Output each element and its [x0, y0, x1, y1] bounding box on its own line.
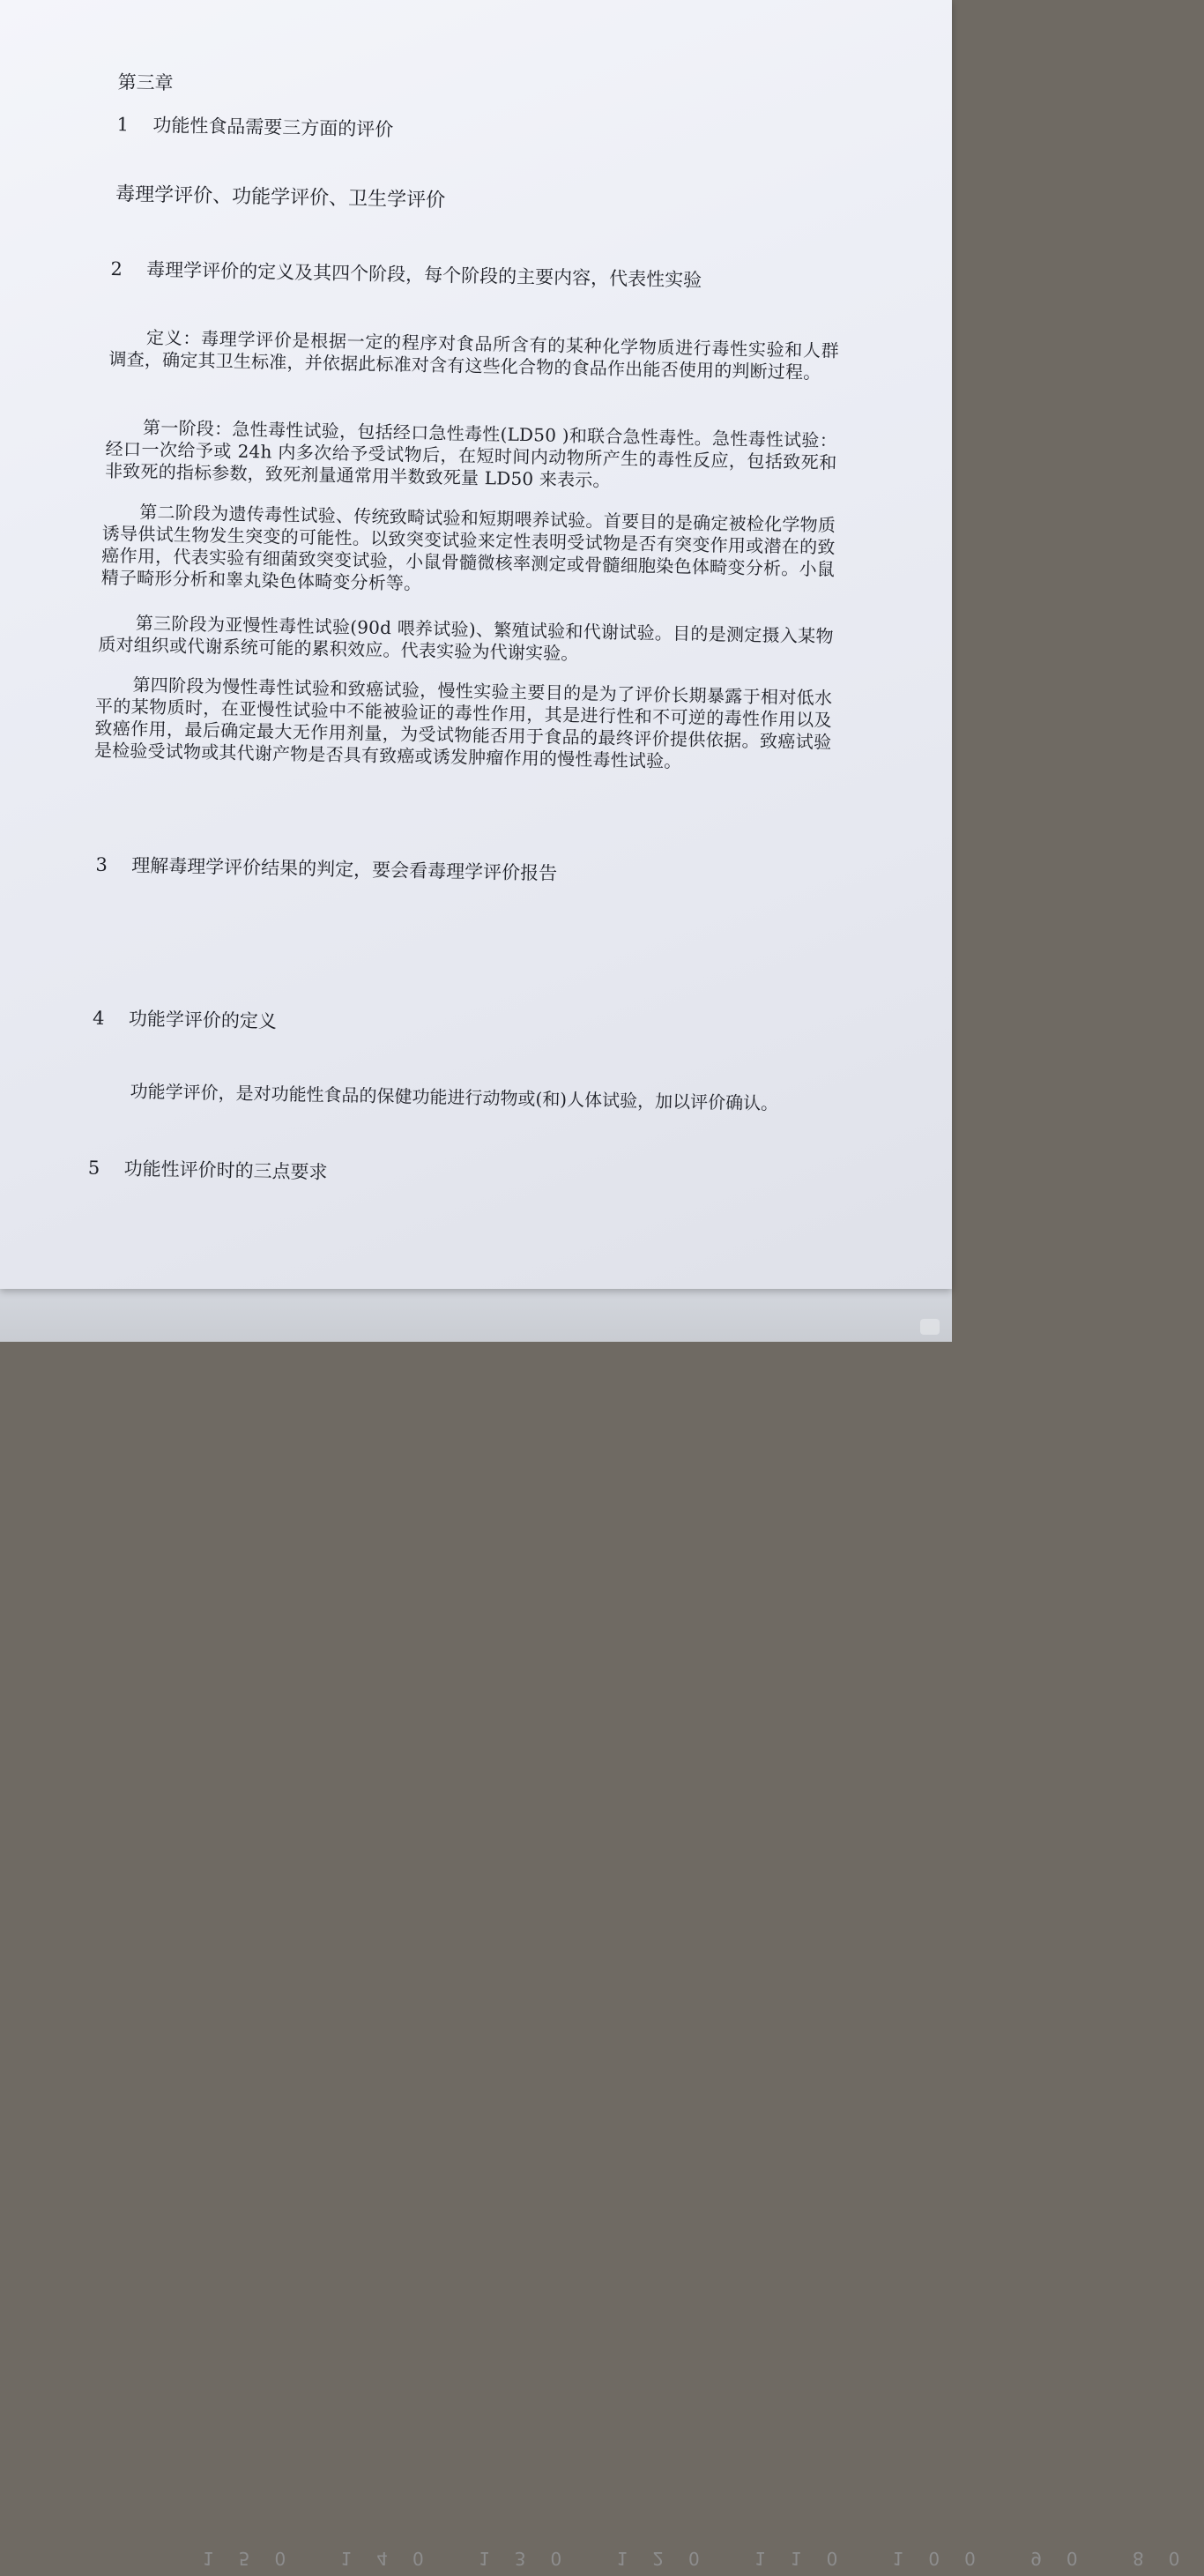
section-number: 5 — [87, 1157, 100, 1179]
section-title: 功能性食品需要三方面的评价 — [152, 114, 394, 141]
paragraph-stage-3: 第三阶段为亚慢性毒性试验(90d 喂养试验)、繁殖试验和代谢试验。目的是测定摄入某物质对组织或代谢系统可能的累积效应。代表实验为代谢实验。 — [98, 612, 834, 665]
section-2-heading — [110, 257, 702, 292]
paragraph-stage-1: 第一阶段：急性毒性试验，包括经口急性毒性(LD50 )和联合急性毒性。急性毒性试验：经口一次给予或 24h 内多次给予受试物后，在短时间内动物所产生的毒性反应，包括致死和非致死的指标参数，致死剂量通常用半数致死量 LD50 来表示。 — [104, 416, 838, 491]
section-title: 理解毒理学评价结果的判定，要会看毒理学评价报告 — [130, 854, 558, 884]
paragraph-definition: 定义：毒理学评价是根据一定的程序对食品所含有的某种化学物质进行毒性实验和人群调查，确定其卫生标准，并依据此标准对含有这些化合物的食品作出能否使用的判断过程。 — [108, 326, 840, 383]
section-1-heading — [116, 113, 393, 141]
bleed-through-ruler: 150 140 130 120 110 100 90 80 — [203, 2548, 1204, 2569]
section-3-heading — [95, 853, 557, 885]
section-4-answer: 功能学评价，是对功能性食品的保健功能进行动物或(和)人体试验，加以评价确认。 — [130, 1080, 779, 1114]
section-5-heading — [88, 1157, 328, 1184]
chapter-title: 第三章 — [117, 71, 174, 94]
section-number: 2 — [110, 257, 123, 280]
section-title: 功能学评价的定义 — [128, 1008, 278, 1032]
section-number: 1 — [116, 114, 130, 136]
section-4-heading — [93, 1007, 277, 1033]
section-number: 3 — [95, 853, 108, 876]
paragraph-stage-2: 第二阶段为遗传毒性试验、传统致畸试验和短期喂养试验。首要目的是确定被检化学物质诱导供试生物发生突变的可能性。以致突变试验来定性表明受试物是否有突变作用或潜在的致癌作用，代表实验有细菌致突变试验，小鼠骨髓微核率测定或骨髓细胞染色体畸变分析。小鼠精子畸形分析和睾丸染色体畸变分析等。 — [100, 501, 836, 594]
section-title: 功能性评价时的三点要求 — [123, 1158, 328, 1183]
paragraph-stage-4: 第四阶段为慢性毒性试验和致癌试验，慢性实验主要目的是为了评价长期暴露于相对低水平的某物质时，在亚慢性试验中不能被验证的毒性作用，其是进行性和不可逆的毒性作用以及致癌作用，最后确定最大无作用剂量，为受试物能否用于食品的最终评价提供依据。致癌试验是检验受试物或其代谢产物是否具有致癌或诱发肿瘤作用的慢性毒性试验。 — [93, 674, 833, 772]
watermark-badge — [920, 1319, 940, 1335]
section-1-answer: 毒理学评价、功能学评价、卫生学评价 — [115, 183, 446, 212]
section-title: 毒理学评价的定义及其四个阶段，每个阶段的主要内容，代表性实验 — [145, 258, 702, 291]
section-number: 4 — [92, 1007, 105, 1029]
document-page — [0, 0, 952, 1289]
page-content — [0, 0, 963, 1298]
